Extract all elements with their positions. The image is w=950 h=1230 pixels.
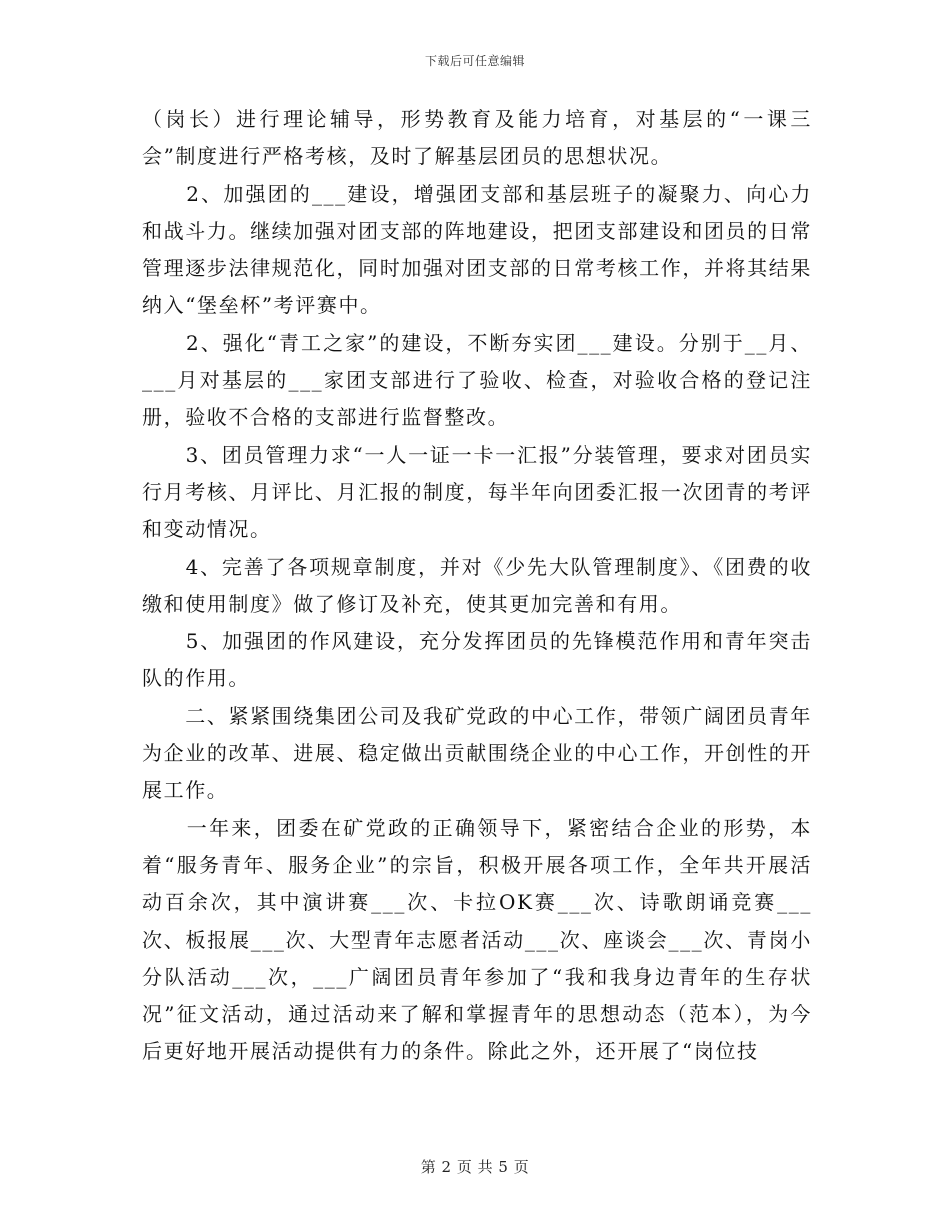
paragraph-1: （岗长）进行理论辅导，形势教育及能力培育，对基层的“一课三会”制度进行严格考核，及时了解基层团员的思想状况。 bbox=[142, 107, 812, 169]
paragraph-4: 3、团员管理力求“一人一证一卡一汇报”分装管理，要求对团员实行月考核、月评比、月汇报的制度，每半年向团委汇报一次团青的考评和变动情况。 bbox=[142, 442, 812, 542]
paragraph-8: 一年来，团委在矿党政的正确领导下，紧密结合企业的形势，本着“服务青年、服务企业”的宗旨，积极开展各项工作，全年共开展活动百余次，其中演讲赛___次、卡拉OK赛___次、诗歌朗诵竞赛___次、板报展___次、大型青年志愿者活动___次、座谈会___次、青岗小分队活动___次，___广阔团员青年参加了“我和我身边青年的生存状况”征文活动，通过活动来了解和掌握青年的思想动态（范本），为今后更好地开展活动提供有力的条件。除此之外，还开展了“岗位技 bbox=[142, 815, 812, 1064]
paragraph-7: 二、紧紧围绕集团公司及我矿党政的中心工作，带领广阔团员青年为企业的改革、进展、稳定做出贡献围绕企业的中心工作，开创性的开展工作。 bbox=[142, 703, 812, 803]
document-body bbox=[142, 101, 812, 1071]
paragraph-5: 4、完善了各项规章制度，并对《少先大队管理制度》、《团费的收缴和使用制度》做了修订及补充，使其更加完善和有用。 bbox=[142, 554, 812, 616]
paragraph-6: 5、加强团的作风建设，充分发挥团员的先锋模范作用和青年突击队的作用。 bbox=[142, 629, 812, 691]
page-header: 下载后可任意编辑 bbox=[424, 54, 525, 68]
page-number: 第 2 页 共 5 页 bbox=[420, 1158, 530, 1176]
paragraph-3: 2、强化“青工之家”的建设，不断夯实团___建设。分别于__月、___月对基层的___家团支部进行了验收、检查，对验收合格的登记注册，验收不合格的支部进行监督整改。 bbox=[142, 330, 812, 430]
paragraph-2: 2、加强团的___建设，增强团支部和基层班子的凝聚力、向心力和战斗力。继续加强对团支部的阵地建设，把团支部建设和团员的日常管理逐步法律规范化，同时加强对团支部的日常考核工作，并将其结果纳入“堡垒杯”考评赛中。 bbox=[142, 181, 812, 318]
